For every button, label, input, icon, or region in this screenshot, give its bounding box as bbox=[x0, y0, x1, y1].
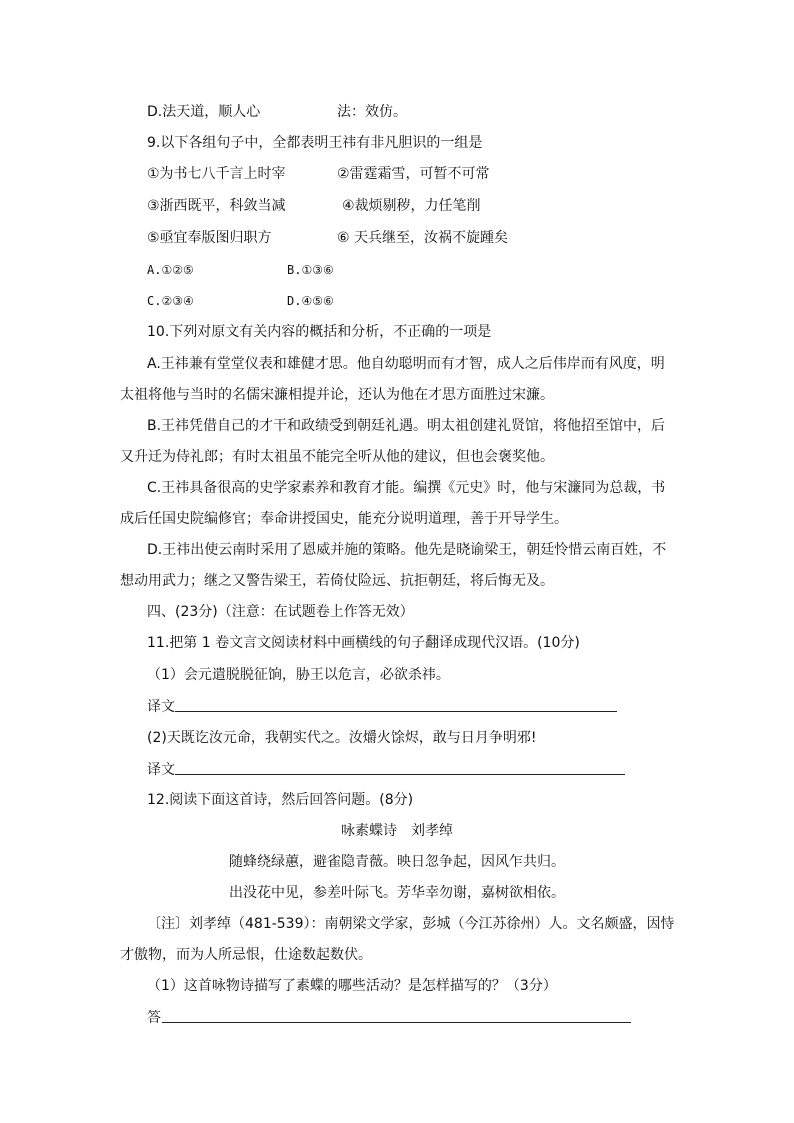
q9-sentence-1: ①为书七八千言上时宰 bbox=[147, 166, 286, 182]
q9-sentence-3: ③浙西既平，科敛当减 bbox=[147, 198, 286, 214]
q10-option-d-line2: 想动用武力；继之又警告梁王，若倚仗险远、抗拒朝廷，将后悔无及。 bbox=[120, 573, 554, 589]
q11-translation-blank-1[interactable] bbox=[175, 711, 617, 712]
q12-answer-label: 答 bbox=[147, 1010, 161, 1026]
q9-sentence-4: ④裁烦剔秽，力任笔削 bbox=[342, 198, 481, 214]
q11-part-2: (2)天既讫汝元命，我朝实代之。汝爝火馀烬，敢与日月争明邪! bbox=[147, 730, 537, 746]
q12-stem: 12.阅读下面这首诗，然后回答问题。(8分) bbox=[147, 792, 414, 808]
q9-stem: 9.以下各组句子中，全都表明王祎有非凡胆识的一组是 bbox=[147, 135, 483, 151]
q9-option-c: C.②③④ bbox=[147, 294, 194, 308]
q10-option-d-line1: D.王祎出使云南时采用了恩威并施的策略。他先是晓谕梁王，朝廷怜惜云南百姓，不 bbox=[147, 542, 667, 558]
q11-stem: 11.把第 1 卷文言文阅读材料中画横线的句子翻译成现代汉语。(10分) bbox=[147, 635, 580, 651]
q9-sentence-5: ⑤亟宜奉版图归职方 bbox=[147, 230, 272, 246]
q11-part-1: （1）会元遣脱脱征饷，胁王以危言，必欲杀祎。 bbox=[147, 667, 450, 683]
q9-option-b: B.①③⑥ bbox=[287, 263, 334, 277]
q10-option-c-line2: 成后任国史院编修官；奉命讲授国史，能充分说明道理，善于开导学生。 bbox=[120, 511, 568, 527]
q10-option-c-line1: C.王祎具备很高的史学家素养和教育才能。编撰《元史》时，他与宋濂同为总裁，书 bbox=[147, 480, 666, 496]
poem-title: 咏素蝶诗 刘孝绰 bbox=[341, 823, 453, 839]
poem-note-line1: 〔注〕刘孝绰（481-539）：南朝梁文学家，彭城（今江苏徐州）人。文名颇盛，因恃 bbox=[147, 916, 675, 932]
q10-option-b-line2: 又升迁为侍礼郎；有时太祖虽不能完全听从他的建议，但也会褒奖他。 bbox=[120, 449, 554, 465]
q9-option-d: D.④⑤⑥ bbox=[287, 294, 334, 308]
poem-note-line2: 才傲物，而为人所忌恨，仕途数起数伏。 bbox=[120, 947, 372, 963]
q10-option-a-line1: A.王祎兼有堂堂仪表和雄健才思。他自幼聪明而有才智，成人之后伟岸而有风度，明 bbox=[147, 356, 665, 372]
q9-sentence-6: ⑥ 天兵继至，汝祸不旋踵矣 bbox=[337, 230, 509, 246]
q10-option-b-line1: B.王祎凭借自己的才干和政绩受到朝廷礼遇。明太祖创建礼贤馆，将他招至馆中，后 bbox=[147, 418, 666, 434]
section-four-heading: 四、(23分)（注意：在试题卷上作答无效） bbox=[147, 604, 414, 620]
q11-translation-label-2: 译文 bbox=[147, 762, 175, 778]
q8-option-d-note: 法：效仿。 bbox=[337, 104, 407, 120]
q12-answer-blank[interactable] bbox=[162, 1022, 631, 1023]
poem-line-2: 出没花中见，参差叶际飞。芳华幸勿谢，嘉树欲相依。 bbox=[229, 885, 565, 901]
q11-translation-blank-2[interactable] bbox=[175, 774, 625, 775]
q10-stem: 10.下列对原文有关内容的概括和分析，不正确的一项是 bbox=[147, 324, 492, 340]
q11-translation-label-1: 译文 bbox=[147, 699, 175, 715]
q12-subquestion-1: （1）这首咏物诗描写了素蝶的哪些活动？是怎样描写的？（3分） bbox=[147, 978, 557, 994]
q9-option-a: A.①②⑤ bbox=[147, 263, 194, 277]
poem-line-1: 随蜂绕绿蕙，避雀隐青薇。映日忽争起，因风乍共归。 bbox=[229, 854, 565, 870]
q10-option-a-line2: 太祖将他与当时的名儒宋濂相提并论，还认为他在才思方面胜过宋濂。 bbox=[120, 387, 554, 403]
q8-option-d: D.法天道，顺人心 bbox=[147, 104, 261, 120]
q9-sentence-2: ②雷霆霜雪，可暂不可常 bbox=[337, 166, 490, 182]
